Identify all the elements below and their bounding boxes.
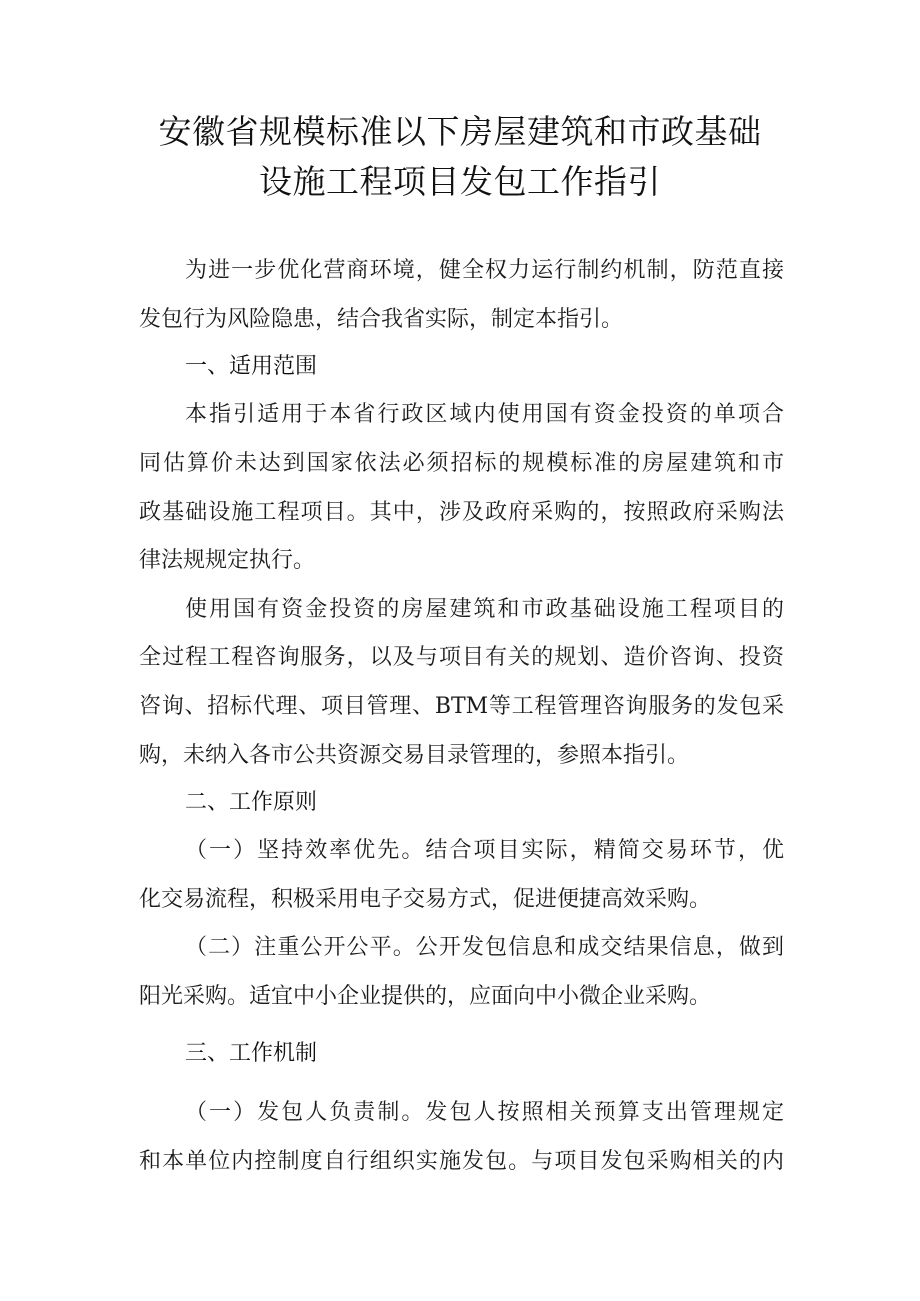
scope-para2-line-1: 使用国有资金投资的房屋建筑和市政基础设施工程项目的 xyxy=(185,597,784,622)
section-heading-principles: 二、工作原则 xyxy=(185,790,318,815)
principle-2-line-1: （二）注重公开公平。公开发包信息和成交结果信息，做到 xyxy=(185,935,784,960)
scope-para2-line-2: 全过程工程咨询服务，以及与项目有关的规划、造价咨询、投资 xyxy=(139,645,784,670)
scope-para1-line-1: 本指引适用于本省行政区域内使用国有资金投资的单项合 xyxy=(185,402,784,427)
principle-1-line-1: （一）坚持效率优先。结合项目实际，精简交易环节，优 xyxy=(185,838,784,863)
scope-para2-line-3: 咨询、招标代理、项目管理、BTM等工程管理咨询服务的发包采 xyxy=(139,694,784,719)
scope-para2-line-4: 购，未纳入各市公共资源交易目录管理的，参照本指引。 xyxy=(139,743,690,768)
principle-1-line-2: 化交易流程，积极采用电子交易方式，促进便捷高效采购。 xyxy=(139,887,712,912)
document-title-line-2: 设施工程项目发包工作指引 xyxy=(259,162,661,201)
section-heading-scope: 一、适用范围 xyxy=(185,354,318,379)
section-heading-mechanism: 三、工作机制 xyxy=(185,1041,318,1066)
principle-2-line-2: 阳光采购。适宜中小企业提供的，应面向中小微企业采购。 xyxy=(139,984,712,1009)
scope-para1-line-2: 同估算价未达到国家依法必须招标的规模标准的房屋建筑和市 xyxy=(139,451,784,476)
mechanism-1-line-2: 和本单位内控制度自行组织实施发包。与项目发包采购相关的内 xyxy=(139,1149,784,1174)
intro-line-2: 发包行为风险隐患，结合我省实际，制定本指引。 xyxy=(139,307,624,332)
document-title-line-1: 安徽省规模标准以下房屋建筑和市政基础 xyxy=(158,112,762,151)
mechanism-1-line-1: （一）发包人负责制。发包人按照相关预算支出管理规定 xyxy=(185,1100,784,1125)
intro-line-1: 为进一步优化营商环境，健全权力运行制约机制，防范直接 xyxy=(185,258,784,283)
scope-para1-line-3: 政基础设施工程项目。其中，涉及政府采购的，按照政府采购法 xyxy=(139,500,784,525)
scope-para1-line-4: 律法规规定执行。 xyxy=(139,548,316,573)
